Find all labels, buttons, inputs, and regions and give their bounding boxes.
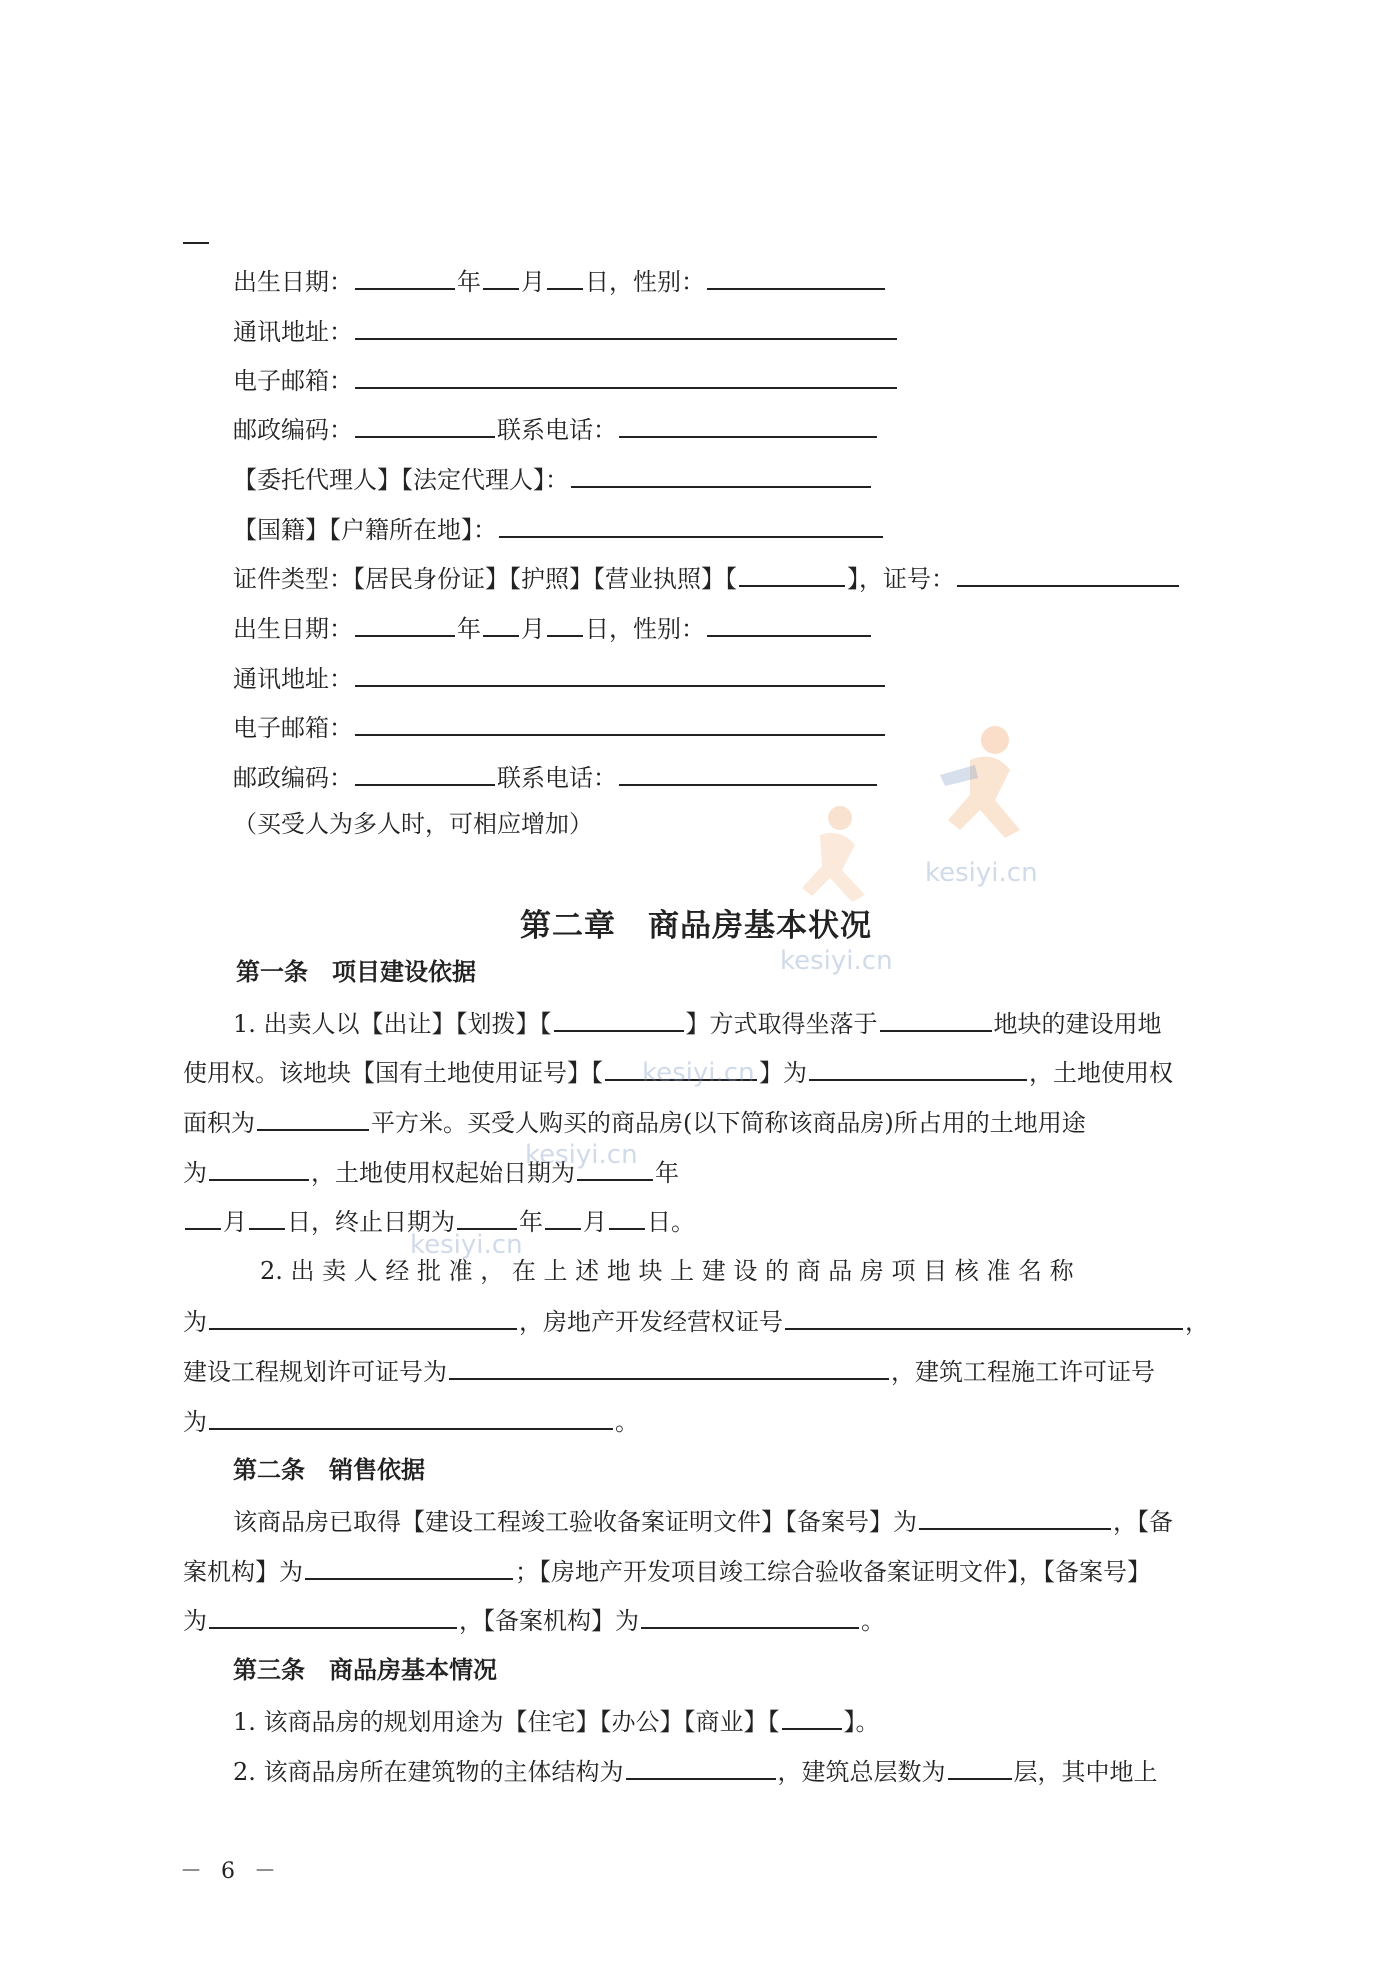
article-1-p1-line2: 使用权。该地块【国有土地使用证号】【 】为 ，土地使用权 bbox=[183, 1055, 1173, 1089]
blank[interactable] bbox=[209, 1304, 517, 1330]
blank[interactable] bbox=[355, 363, 897, 389]
article-3-line2: 2. 该商品房所在建筑物的主体结构为 ，建筑总层数为 层，其中地上 bbox=[233, 1754, 1158, 1788]
article-3-title: 第三条 商品房基本情况 bbox=[233, 1655, 497, 1684]
blank[interactable] bbox=[626, 1754, 776, 1780]
id-type-row: 证件类型：【居民身份证】【护照】【营业执照】【 】，证号： bbox=[233, 561, 1181, 595]
blank[interactable] bbox=[257, 1105, 369, 1131]
article-1-p1-line4: 为 ，土地使用权起始日期为 年 bbox=[183, 1155, 679, 1189]
leading-dash bbox=[183, 242, 209, 244]
blank[interactable] bbox=[355, 611, 455, 637]
blank[interactable] bbox=[948, 1754, 1012, 1780]
blank[interactable] bbox=[785, 1304, 1183, 1330]
blank[interactable] bbox=[641, 1603, 859, 1629]
article-1-p2-line2: 为 ，房地产开发经营权证号 ， bbox=[183, 1304, 1209, 1338]
blank[interactable] bbox=[209, 1155, 309, 1181]
blank[interactable] bbox=[957, 561, 1179, 587]
blank[interactable] bbox=[209, 1404, 613, 1430]
address-row-2: 通讯地址： bbox=[233, 661, 887, 695]
blank[interactable] bbox=[355, 661, 885, 687]
blank[interactable] bbox=[305, 1554, 513, 1580]
blank[interactable] bbox=[547, 264, 583, 290]
article-1-p1-line3: 面积为 平方米。买受人购买的商品房(以下简称该商品房)所占用的土地用途 bbox=[183, 1105, 1086, 1139]
birth-date-row-1: 出生日期： 年 月 日，性别： bbox=[233, 264, 887, 298]
blank[interactable] bbox=[249, 1204, 285, 1230]
article-1-p2-line1: 2. 出 卖 人 经 批 准 ， 在 上 述 地 块 上 建 设 的 商 品 房 项 目 核 准 名 称 bbox=[260, 1257, 1074, 1285]
blank[interactable] bbox=[545, 1204, 581, 1230]
blank[interactable] bbox=[355, 760, 495, 786]
blank[interactable] bbox=[739, 561, 845, 587]
blank[interactable] bbox=[554, 1006, 684, 1032]
blank[interactable] bbox=[185, 1204, 221, 1230]
blank[interactable] bbox=[355, 710, 885, 736]
blank[interactable] bbox=[619, 412, 877, 438]
blank[interactable] bbox=[880, 1006, 992, 1032]
runner-watermark-icon bbox=[900, 720, 1050, 850]
blank[interactable] bbox=[355, 314, 897, 340]
postcode-phone-row-2: 邮政编码： 联系电话： bbox=[233, 760, 879, 794]
article-1-p1-line1: 1. 出卖人以【出让】【划拨】【 】方式取得坐落于 地块的建设用地 bbox=[233, 1006, 1162, 1040]
article-1-p1-line5: 月 日，终止日期为 年 月 日。 bbox=[183, 1204, 695, 1238]
blank[interactable] bbox=[483, 611, 519, 637]
blank[interactable] bbox=[499, 512, 883, 538]
article-1-p2-line3: 建设工程规划许可证号为 ，建筑工程施工许可证号 bbox=[183, 1354, 1155, 1388]
runner-watermark-icon bbox=[770, 800, 900, 910]
blank[interactable] bbox=[609, 1204, 645, 1230]
multiple-buyers-note: （买受人为多人时，可相应增加） bbox=[233, 810, 593, 838]
blank[interactable] bbox=[449, 1354, 889, 1380]
blank[interactable] bbox=[457, 1204, 517, 1230]
watermark-text: kesiyi.cn bbox=[525, 1140, 638, 1170]
chapter-title: 第二章 商品房基本状况 bbox=[520, 908, 872, 944]
blank[interactable] bbox=[707, 264, 885, 290]
blank[interactable] bbox=[355, 264, 455, 290]
blank[interactable] bbox=[571, 462, 871, 488]
page-number: － 6 － bbox=[180, 1859, 282, 1884]
email-row-2: 电子邮箱： bbox=[233, 710, 887, 744]
address-row-1: 通讯地址： bbox=[233, 314, 899, 348]
article-1-p2-line4: 为 。 bbox=[183, 1404, 639, 1438]
blank[interactable] bbox=[209, 1603, 457, 1629]
watermark-text: kesiyi.cn bbox=[410, 1230, 523, 1260]
blank[interactable] bbox=[547, 611, 583, 637]
blank[interactable] bbox=[919, 1504, 1111, 1530]
blank[interactable] bbox=[707, 611, 871, 637]
blank[interactable] bbox=[619, 760, 877, 786]
nationality-row: 【国籍】【户籍所在地】： bbox=[233, 512, 885, 546]
birth-date-row-2: 出生日期： 年 月 日，性别： bbox=[233, 611, 873, 645]
blank[interactable] bbox=[809, 1055, 1027, 1081]
watermark-text: kesiyi.cn bbox=[642, 1058, 755, 1088]
postcode-phone-row-1: 邮政编码： 联系电话： bbox=[233, 412, 879, 446]
blank[interactable] bbox=[483, 264, 519, 290]
agent-row: 【委托代理人】【法定代理人】： bbox=[233, 462, 873, 496]
article-3-line1: 1. 该商品房的规划用途为【住宅】【办公】【商业】【 】。 bbox=[233, 1704, 880, 1738]
article-2-line2: 案机构】为 ；【房地产开发项目竣工综合验收备案证明文件】，【备案号】 bbox=[183, 1554, 1151, 1588]
article-2-title: 第二条 销售依据 bbox=[233, 1455, 425, 1484]
watermark-text: kesiyi.cn bbox=[925, 858, 1038, 888]
article-2-line3: 为 ，【备案机构】为 。 bbox=[183, 1603, 885, 1637]
watermark-text: kesiyi.cn bbox=[780, 946, 893, 976]
email-row-1: 电子邮箱： bbox=[233, 363, 899, 397]
blank[interactable] bbox=[782, 1704, 842, 1730]
article-1-title: 第一条 项目建设依据 bbox=[236, 957, 476, 986]
article-2-line1: 该商品房已取得【建设工程竣工验收备案证明文件】【备案号】为 ，【备 bbox=[233, 1504, 1173, 1538]
blank[interactable] bbox=[355, 412, 495, 438]
